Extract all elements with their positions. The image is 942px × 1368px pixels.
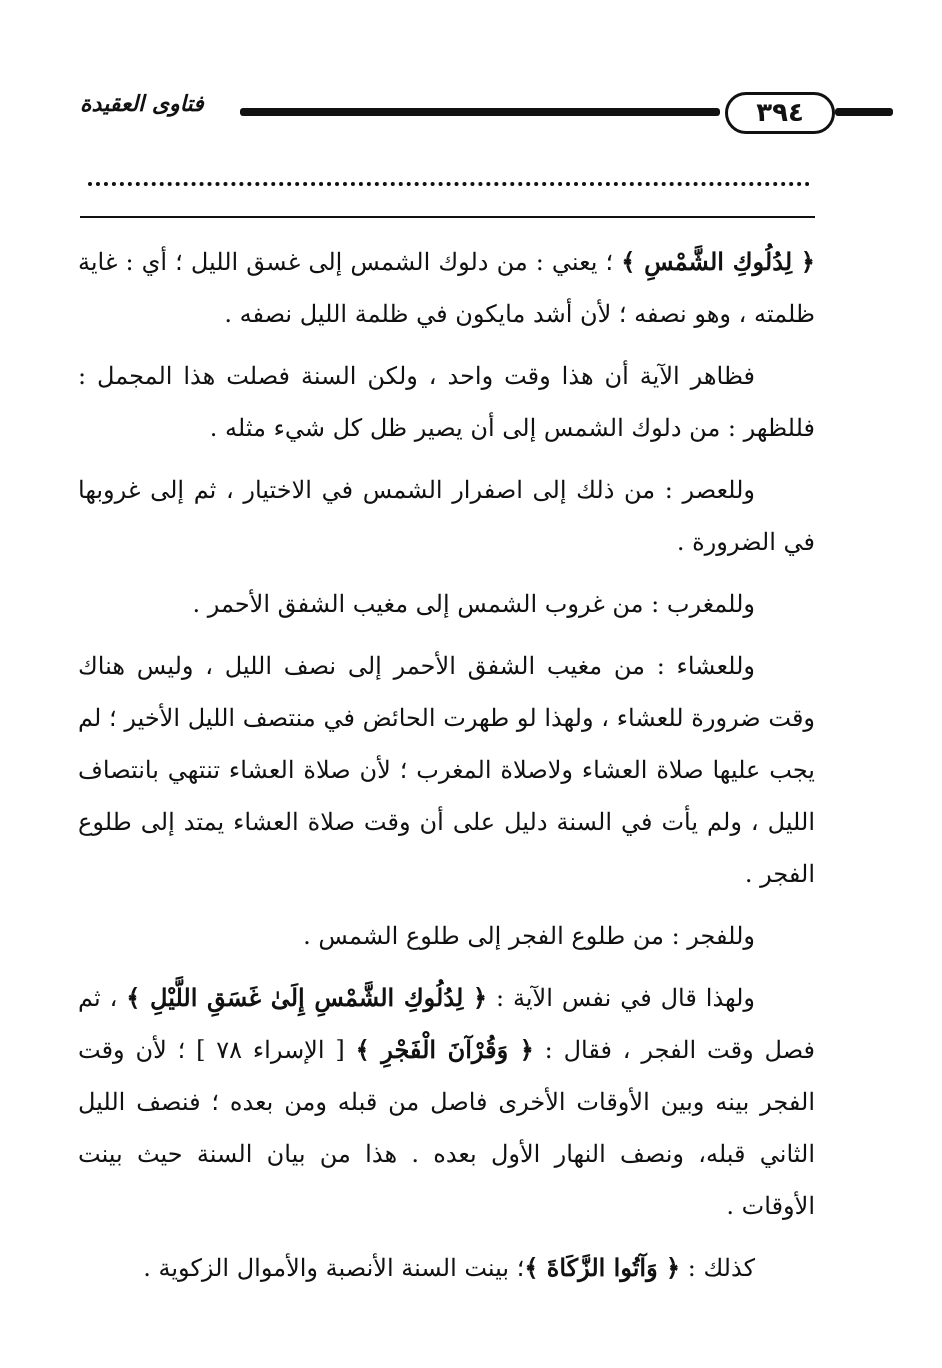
paragraph-maghrib xyxy=(78,578,815,630)
paragraph-text: وللمغرب : من غروب الشمس إلى مغيب الشفق الأحمر . xyxy=(192,590,755,618)
quran-quote: ﴿ لِدُلُوكِ الشَّمْسِ إِلَىٰ غَسَقِ اللَّيْلِ ﴾ xyxy=(126,983,488,1012)
section-rule xyxy=(80,216,815,218)
paragraph-text: وللعشاء : من مغيب الشفق الأحمر إلى نصف الليل ، وليس هناك وقت ضرورة للعشاء ، ولهذا لو طهرت الحائض في منتصف الليل الأخير ؛ لم يجب عليها صلاة العشاء ولاصلاة المغرب ؛ لأن صلاة العشاء تنتهي بانتصاف الليل ، ولم يأت في السنة دليل على أن وقت صلاة العشاء يمتد إلى طلوع الفجر . xyxy=(78,652,815,888)
paragraph-text: وللعصر : من ذلك إلى اصفرار الشمس في الاختيار ، ثم إلى غروبها في الضرورة . xyxy=(78,476,815,556)
paragraph-text: ؛ يعني : من دلوك الشمس إلى غسق الليل ؛ أي : غاية ظلمته ، وهو نصفه ؛ لأن أشد مايكون في ظلمة الليل نصفه . xyxy=(78,248,815,328)
paragraph-lead: كذلك : xyxy=(680,1254,755,1282)
page-number-badge xyxy=(725,92,835,134)
header-rule-right xyxy=(835,108,893,116)
paragraph-fajr xyxy=(78,910,815,962)
paragraph-isha xyxy=(78,640,815,900)
quran-quote-fajr: ﴿ وَقُرْآنَ الْفَجْرِ ﴾ xyxy=(355,1035,534,1064)
paragraph-zhuhr xyxy=(78,350,815,454)
paragraph-text: ؛ بينت السنة الأنصبة والأموال الزكوية . xyxy=(143,1254,525,1282)
book-title: فتاوى العقيدة xyxy=(80,92,204,117)
page-number: ٣٩٤ xyxy=(756,98,804,128)
page-header xyxy=(80,86,815,134)
dotted-divider xyxy=(88,172,810,186)
page-body xyxy=(78,236,815,1304)
paragraph-text: فظاهر الآية أن هذا وقت واحد ، ولكن السنة فصلت هذا المجمل : فللظهر : من دلوك الشمس إلى أن يصير ظل كل شيء مثله . xyxy=(78,362,815,442)
paragraph-lead: ولهذا قال في نفس الآية : xyxy=(487,984,756,1012)
quran-quote: ﴿ لِدُلُوكِ الشَّمْسِ ﴾ xyxy=(621,247,815,276)
quran-quote: ﴿ وَآتُوا الزَّكَاةَ ﴾ xyxy=(524,1253,681,1282)
paragraph-zakat xyxy=(78,1242,815,1294)
paragraph-asr xyxy=(78,464,815,568)
paragraph-dulook xyxy=(78,236,815,340)
header-rule-left xyxy=(240,108,720,116)
paragraph-verse-explanation xyxy=(78,972,815,1232)
paragraph-text: [ الإسراء ٧٨ ] ؛ لأن وقت الفجر بينه وبين الأوقات الأخرى فاصل من قبله ومن بعده ؛ فنصف الليل الثاني قبله، ونصف النهار الأول بعده . هذا من بيان السنة حيث بينت الأوقات . xyxy=(78,1036,815,1220)
paragraph-mid: ، ثم فصل وقت الفجر ، فقال : xyxy=(78,984,815,1064)
paragraph-text: وللفجر : من طلوع الفجر إلى طلوع الشمس . xyxy=(303,922,755,950)
